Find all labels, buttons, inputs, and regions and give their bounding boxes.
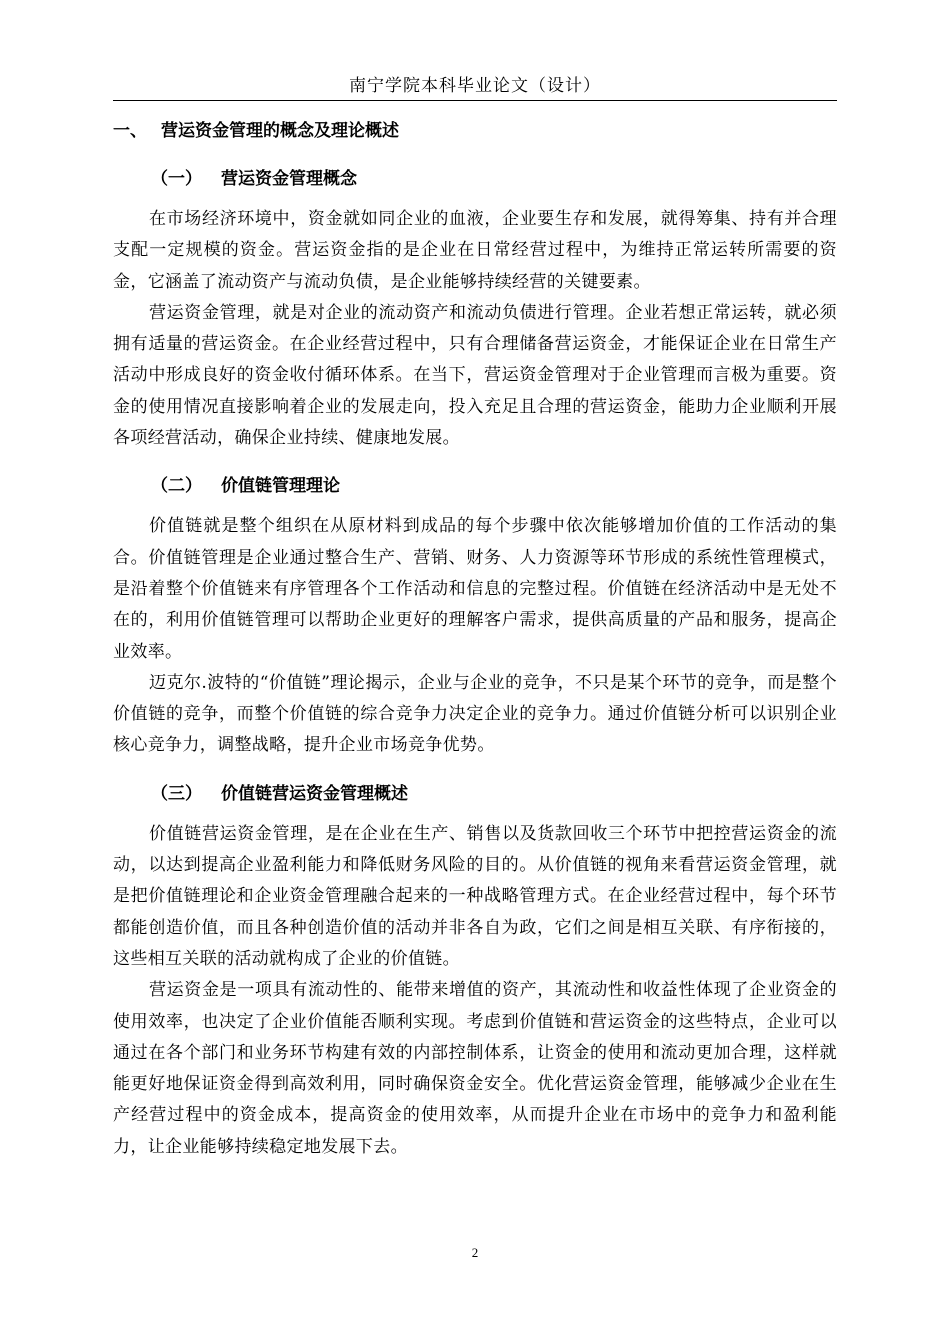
subsection-title: 营运资金管理概念 xyxy=(221,169,357,189)
paragraph: 营运资金是一项具有流动性的、能带来增值的资产，其流动性和收益性体现了企业资金的使用效率，也决定了企业价值能否顺利实现。考虑到价值链和营运资金的这些特点，企业可以通过在各个部门和业务环节构建有效的内部控制体系，让资金的使用和流动更加合理，这样就能更好地保证资金得到高效利用，同时确保资金安全。优化营运资金管理，能够减少企业在生产经营过程中的资金成本，提高资金的使用效率，从而提升企业在市场中的竞争力和盈利能力，让企业能够持续稳定地发展下去。 xyxy=(113,980,837,1157)
subsection-heading-1 xyxy=(151,164,837,194)
paragraph: 价值链营运资金管理，是在企业在生产、销售以及货款回收三个环节中把控营运资金的流动，以达到提高企业盈利能力和降低财务风险的目的。从价值链的视角来看营运资金管理，就是把价值链理论和企业资金管理融合起来的一种战略管理方式。在企业经营过程中，每个环节都能创造价值，而且各种创造价值的活动并非各自为政，它们之间是相互关联、有序衔接的，这些相互关联的活动就构成了企业的价值链。 xyxy=(113,823,837,969)
paragraph: 迈克尔.波特的“价值链”理论揭示，企业与企业的竞争，不只是某个环节的竞争，而是整个价值链的竞争，而整个价值链的综合竞争力决定企业的竞争力。通过价值链分析可以识别企业核心竞争力，调整战略，提升企业市场竞争优势。 xyxy=(113,672,837,756)
subsection-title: 价值链营运资金管理概述 xyxy=(221,783,408,804)
subsection-title: 价值链管理理论 xyxy=(221,476,340,497)
paragraph: 价值链就是整个组织在从原材料到成品的每个步骤中依次能够增加价值的工作活动的集合。价值链管理是企业通过整合生产、营销、财务、人力资源等环节形成的系统性管理模式，是沿着整个价值链来有序管理各个工作活动和信息的完整过程。价值链在经济活动中是无处不在的，利用价值链管理可以帮助企业更好的理解客户需求，提供高质量的产品和服务，提高企业效率。 xyxy=(113,516,837,662)
section-heading xyxy=(113,116,837,146)
subsection-heading-2 xyxy=(151,471,837,501)
section-number: 一、 xyxy=(113,121,147,141)
subsection-heading-3 xyxy=(151,779,837,809)
subsection-number: （三） xyxy=(151,783,202,804)
paragraph: 营运资金管理，就是对企业的流动资产和流动负债进行管理。企业若想正常运转，就必须拥有适量的营运资金。在企业经营过程中，只有合理储备营运资金，才能保证企业在日常生产活动中形成良好的资金收付循环体系。在当下，营运资金管理对于企业管理而言极为重要。资金的使用情况直接影响着企业的发展走向，投入充足且合理的营运资金，能助力企业顺利开展各项经营活动，确保企业持续、健康地发展。 xyxy=(113,302,837,449)
page-number: 2 xyxy=(471,1245,479,1260)
paragraph: 在市场经济环境中，资金就如同企业的血液，企业要生存和发展，就得筹集、持有并合理支配一定规模的资金。营运资金指的是企业在日常经营过程中，为维持正常运转所需要的资金，它涵盖了流动资产与流动负债，是企业能够持续经营的关键要素。 xyxy=(113,209,837,292)
subsection-number: （一） xyxy=(151,169,202,189)
page-body xyxy=(113,116,837,1163)
running-header: 南宁学院本科毕业论文（设计） xyxy=(349,76,601,96)
subsection-number: （二） xyxy=(151,476,202,497)
header-rule xyxy=(113,100,837,101)
section-title: 营运资金管理的概念及理论概述 xyxy=(161,121,399,141)
